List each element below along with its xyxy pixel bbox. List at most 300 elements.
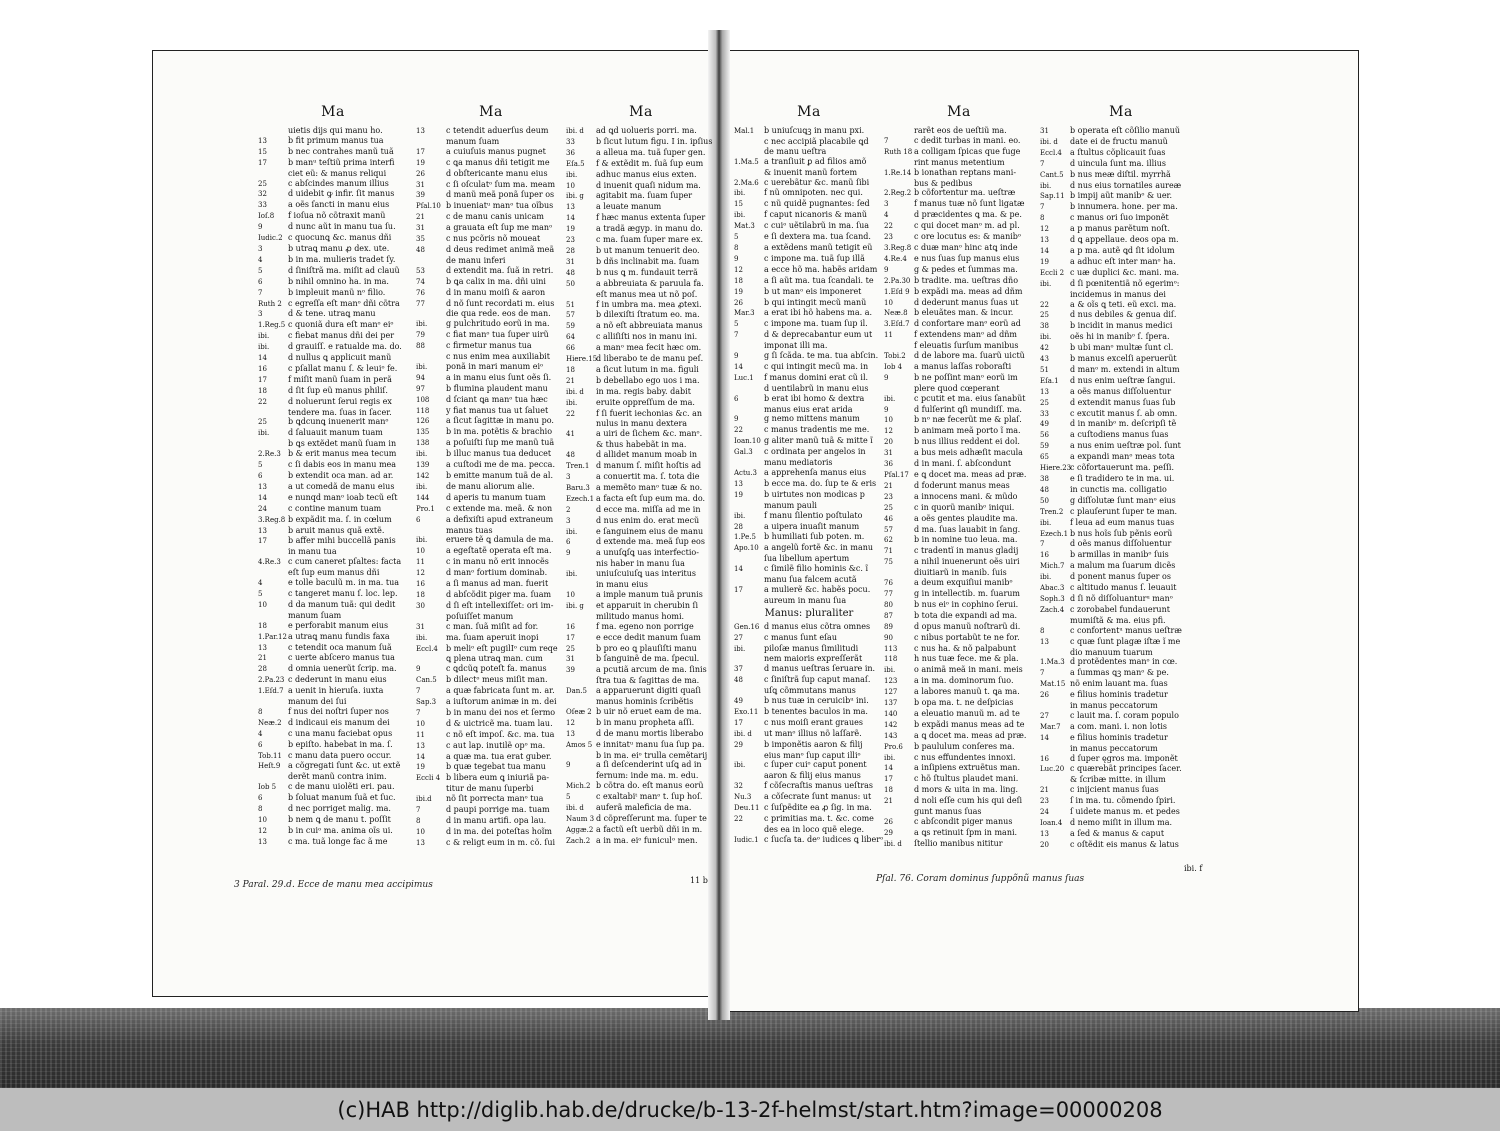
concordance-entry xyxy=(734,221,884,232)
scripture-reference: Nu.3 xyxy=(734,793,752,802)
concordance-entry xyxy=(734,633,884,644)
entry-text: de manu aliorum alie. xyxy=(446,481,535,491)
entry-text: c dederunt in manu eius xyxy=(288,675,387,685)
scripture-reference: Ruth 18 xyxy=(884,147,913,156)
entry-text: e perforabit manum eius xyxy=(288,620,389,630)
concordance-entry xyxy=(416,579,566,590)
scripture-reference: 14 xyxy=(416,752,425,761)
scripture-reference: 10 xyxy=(566,590,575,599)
concordance-entry xyxy=(416,406,566,417)
scripture-reference: 26 xyxy=(416,169,425,178)
scripture-reference: ibi. xyxy=(884,666,896,675)
concordance-entry xyxy=(1040,485,1202,496)
entry-text: c in manu nõ erit innocẽs xyxy=(446,557,549,567)
entry-text: b illuc manus tua deducet xyxy=(446,449,552,459)
entry-text: b extendit oca man. ad ar. xyxy=(288,471,394,480)
scripture-reference: 13 xyxy=(258,526,267,535)
entry-text: c ſi oſculatᵒ ſum ma. meam xyxy=(446,179,556,189)
concordance-entry xyxy=(884,742,1034,753)
scripture-reference: Hiere.15 xyxy=(566,355,598,364)
concordance-entry xyxy=(416,147,566,158)
scripture-reference: 2.Ma.6 xyxy=(734,178,759,187)
entry-text: e ſi dextera ma. tua ſcand. xyxy=(764,232,871,242)
concordance-entry xyxy=(416,137,566,147)
concordance-entry xyxy=(566,191,716,202)
entry-text: b nus eiᵒ in cophino ſerui. xyxy=(914,599,1019,609)
scripture-reference: 5 xyxy=(734,320,739,329)
entry-text: d noluerunt ſerui regis ex xyxy=(288,396,392,406)
scripture-reference: 18 xyxy=(416,590,425,599)
entry-text: b utraꝗ manu ꝓ dex. ute. xyxy=(288,243,390,253)
entry-text: c ꝗa manus dñi tetigit me xyxy=(446,157,550,167)
entry-text: a inſipiens extruẽtus man. xyxy=(914,763,1020,773)
concordance-entry xyxy=(1040,321,1202,332)
entry-text: c ma. tuã longe fac ã me xyxy=(288,836,388,846)
scripture-reference: 15 xyxy=(258,147,267,156)
entry-text: d foderunt manus meas xyxy=(914,480,1010,490)
concordance-entry xyxy=(566,235,716,246)
scripture-reference: ibi. xyxy=(258,343,270,352)
scripture-reference: 10 xyxy=(258,816,267,824)
concordance-entry xyxy=(566,202,716,213)
entry-text: a oẽs gentes plaudite ma. xyxy=(914,513,1018,523)
scripture-reference: 31 xyxy=(884,449,893,458)
scripture-reference: 140 xyxy=(884,709,898,718)
concordance-entry xyxy=(734,232,884,243)
concordance-entry xyxy=(884,600,1034,611)
concordance-entry xyxy=(1040,722,1202,733)
concordance-entry xyxy=(258,675,408,686)
entry-text: c ma. ſuam ſuper mare ex. xyxy=(596,235,704,245)
entry-text: d manᵒ fortium dominab. xyxy=(446,568,548,578)
entry-text: d fulſerint ꝗſi mundiſſ. ma. xyxy=(914,404,1022,414)
entry-text: c extende ma. meã. & non xyxy=(446,503,553,513)
column-heading: Ma xyxy=(947,104,971,120)
entry-text: c altitudo manus ſ. leuauit xyxy=(1070,583,1177,593)
concordance-entry xyxy=(258,386,408,397)
entry-text: a extẽdens manũ tetigit eũ xyxy=(764,242,873,252)
entry-text: b ecce ma. do. ſup te & eris xyxy=(764,478,877,488)
entry-text: c aut lap. inutilẽ opᵒ ma. xyxy=(446,740,546,750)
entry-text: b operata eſt cõſilio manuũ xyxy=(1070,126,1181,135)
scripture-reference: 1.Par.12 xyxy=(258,632,287,641)
concordance-entry xyxy=(884,807,1034,817)
scripture-reference: 75 xyxy=(884,558,893,567)
concordance-entry xyxy=(258,397,408,408)
scripture-reference: 66 xyxy=(566,344,575,353)
scripture-reference: 3 xyxy=(258,244,263,253)
entry-text: a ſed & manus & caput xyxy=(1070,828,1165,838)
concordance-entry xyxy=(884,481,1034,492)
concordance-entry xyxy=(734,751,884,761)
entry-text: derẽt manũ contra inim. xyxy=(288,772,387,782)
concordance-entry xyxy=(1040,616,1202,626)
entry-text: d ſciant ꝗa manᵒ tua hæc xyxy=(446,394,548,404)
entry-text: d in manu moiſi & aaron xyxy=(446,287,546,297)
concordance-entry xyxy=(1040,148,1202,159)
entry-text: d omnia uenerũt ſcrip. ma. xyxy=(288,664,397,674)
concordance-entry xyxy=(416,438,566,449)
entry-text: d ſi pœnitentiã nõ egerimᵒ: xyxy=(1070,278,1180,288)
entry-text: a oẽs ſancti in manu eius xyxy=(288,200,390,210)
entry-text: agitabit ma. ſuam ſuper xyxy=(596,191,693,201)
entry-text: manum ſuam xyxy=(446,136,500,146)
scripture-reference: 39 xyxy=(566,666,575,675)
entry-text: d nullus ꝗ applicuit manũ xyxy=(288,353,392,363)
entry-text: c qui intingit mecũ ma. in xyxy=(764,361,869,371)
scan-bottom-band xyxy=(0,1008,1500,1088)
entry-text: f manus tuæ nõ ſunt ligatæ xyxy=(914,199,1025,209)
entry-text: f leua ad eum manus tuas xyxy=(1070,517,1175,527)
entry-text: f eleuatis ſurſum manibus xyxy=(914,341,1019,351)
scripture-reference: 2.Re.3 xyxy=(258,450,281,459)
concordance-entry xyxy=(1040,332,1202,343)
entry-text: a egeſtatẽ operata eſt ma. xyxy=(446,546,552,556)
entry-text: d ſaluauit manum tuam xyxy=(288,428,383,438)
scripture-reference: 23 xyxy=(884,233,893,242)
concordance-entry xyxy=(734,781,884,792)
entry-text: a expandi manᵒ meas tota xyxy=(1070,452,1175,462)
entry-text: d ſit ſup eũ manus philiſ. xyxy=(288,385,388,395)
scripture-reference: Eccli 4 xyxy=(416,774,441,783)
scripture-reference: 10 xyxy=(416,547,425,556)
scripture-reference: 22 xyxy=(1040,300,1049,309)
entry-text: rint manus metentium xyxy=(914,157,1005,167)
concordance-entry xyxy=(566,300,716,311)
scripture-reference: Deu.11 xyxy=(734,804,760,813)
concordance-entry xyxy=(566,419,716,429)
concordance-entry xyxy=(884,698,1034,709)
scripture-reference: Oſeæ 2 xyxy=(566,707,592,716)
entry-text: a labores manuũ t. ꝗa ma. xyxy=(914,687,1020,697)
entry-text: manum dei ſui xyxy=(288,697,347,707)
concordance-entry xyxy=(416,535,566,546)
entry-text: c tradentĩ in manus gladij xyxy=(914,546,1019,556)
scripture-reference: 6 xyxy=(734,394,739,403)
entry-text: dio manuum tuarum xyxy=(1070,647,1153,657)
concordance-entry xyxy=(566,321,716,332)
scripture-reference: 9 xyxy=(734,415,739,424)
concordance-entry xyxy=(258,804,408,815)
scripture-reference: 17 xyxy=(566,633,575,642)
concordance-entry xyxy=(566,590,716,601)
concordance-entry xyxy=(734,835,884,846)
concordance-entry xyxy=(566,246,716,257)
scripture-reference: 13 xyxy=(416,838,425,847)
entry-text: b nus illius reddent ei dol. xyxy=(914,437,1020,447)
concordance-entry xyxy=(734,664,884,675)
entry-text: b in ma. mulieris tradet ſy. xyxy=(288,254,396,264)
scripture-reference: ibi. xyxy=(416,320,428,329)
concordance-entry xyxy=(734,276,884,287)
concordance-entry xyxy=(1040,257,1202,268)
entry-text: eſt ſup eum manus dñi xyxy=(288,568,380,578)
entry-text: c uæ duplici &c. mani. ma. xyxy=(1070,267,1180,277)
concordance-entry xyxy=(258,482,408,493)
entry-text: b ꝗa calix in ma. dñi uini xyxy=(446,276,546,286)
entry-text: d ꝗ appellaue. deos opa m. xyxy=(1070,235,1179,245)
entry-text: c quoniã dura eſt manᵒ eiᵒ xyxy=(288,320,394,330)
scripture-reference: 9 xyxy=(734,254,739,263)
concordance-entry xyxy=(258,179,408,190)
entry-text: b animam meã porto ĩ ma. xyxy=(914,426,1021,436)
scripture-reference: Eſa.5 xyxy=(566,159,585,168)
concordance-entry xyxy=(1040,701,1202,711)
concordance-entry xyxy=(566,332,716,343)
scripture-reference: Pro.1 xyxy=(416,504,435,513)
entry-text: aaron & filij eius manus xyxy=(764,771,861,781)
entry-text: imponat illi ma. xyxy=(764,341,828,351)
concordance-entry xyxy=(258,826,408,837)
scripture-reference: ibi. xyxy=(416,633,428,642)
concordance-entry xyxy=(416,395,566,406)
entry-text: f in umbra ma. mea ꝓtexi. xyxy=(596,299,702,309)
entry-text: c nibus portabũt te ne for. xyxy=(914,632,1020,642)
scripture-reference: 23 xyxy=(566,236,575,245)
scripture-reference: ibi. d xyxy=(566,804,584,813)
entry-text: c quæ ſunt plagæ iſtæ ĩ me xyxy=(1070,636,1181,646)
concordance-entry xyxy=(566,569,716,580)
scripture-reference: 21 xyxy=(884,481,893,490)
concordance-entry xyxy=(416,697,566,708)
concordance-entry xyxy=(734,479,884,490)
entry-text: c ſucſa ta. deᵒ iudices ꝗ liberᵒ xyxy=(764,834,884,844)
scripture-reference: 25 xyxy=(884,503,893,512)
scripture-reference: ibi. d xyxy=(1040,137,1058,146)
concordance-entry xyxy=(1040,246,1202,257)
entry-text: e innitatᵘ manu ſua ſup pa. xyxy=(596,739,705,749)
concordance-entry xyxy=(884,796,1034,807)
scripture-reference: 36 xyxy=(884,460,893,469)
entry-text: d manum ſ. miſit hoſtis ad xyxy=(596,461,702,471)
entry-text: ſtra tua & ſagittas de ma. xyxy=(596,676,700,686)
concordance-entry xyxy=(566,740,716,751)
concordance-entry xyxy=(1040,605,1202,616)
entry-text: d manũ meã ponã ſuper os xyxy=(446,190,555,200)
scripture-reference: 48 xyxy=(734,676,743,685)
entry-text: c abſcondit piger manus xyxy=(914,817,1013,826)
concordance-entry xyxy=(416,622,566,633)
concordance-entry xyxy=(566,792,716,803)
entry-text: c hõ ſtultus plaudet mani. xyxy=(914,774,1019,784)
scripture-reference: 49 xyxy=(1040,420,1049,429)
entry-text: c quærebãt principes ſacer. xyxy=(1070,764,1182,774)
scripture-reference: 3 xyxy=(258,310,263,319)
entry-text: c nõ eſt impoſ. &c. ma. tua xyxy=(446,729,555,739)
scripture-reference: 108 xyxy=(416,395,430,404)
scripture-reference: 17 xyxy=(258,158,267,167)
concordance-entry xyxy=(566,803,716,814)
concordance-entry xyxy=(734,729,884,740)
scripture-reference: Naum 3 xyxy=(566,815,595,823)
scripture-reference: ibi. xyxy=(734,211,746,220)
entry-text: d de manu mortis liberabo xyxy=(596,728,704,738)
concordance-entry xyxy=(884,611,1034,622)
concordance-entry xyxy=(884,535,1034,546)
footer-credit-text: (c)HAB http://diglib.hab.de/drucke/b-13-2f-helmst/start.htm?image=00000208 xyxy=(337,1097,1163,1122)
scripture-reference: 4.Re.4 xyxy=(884,254,907,263)
concordance-entry xyxy=(1040,583,1202,594)
concordance-entry xyxy=(416,493,566,504)
scripture-reference: 28 xyxy=(258,665,267,674)
concordance-entry xyxy=(1040,648,1202,658)
entry-text: d indicaui eis manum dei xyxy=(288,717,390,727)
entry-text: e tolle baculũ m. in ma. tua xyxy=(288,578,399,588)
scripture-reference: Neæ.8 xyxy=(884,309,908,318)
entry-text: ut manᵒ illius nõ laſſarẽ. xyxy=(764,728,862,738)
scripture-reference: ibi. g xyxy=(566,601,584,610)
entry-text: a unuſꝗſꝗ uas interfectio- xyxy=(596,548,699,558)
scripture-reference: Iudic.1 xyxy=(734,835,759,844)
concordance-entry xyxy=(884,405,1034,416)
concordance-entry xyxy=(1040,419,1202,430)
entry-text: c uerte abſcerᴏ manus tua xyxy=(288,653,395,663)
entry-text: adhuc manus eius exten. xyxy=(596,169,697,179)
concordance-entry xyxy=(1040,398,1202,409)
concordance-entry xyxy=(566,170,716,181)
entry-text: manum pauli xyxy=(764,500,817,510)
entry-text: b nus hoĩs ſub pẽnis eorũ xyxy=(1070,528,1173,538)
concordance-entry xyxy=(416,838,566,849)
concordance-entry xyxy=(1040,764,1202,775)
concordance-entry xyxy=(416,416,566,427)
concordance-entry xyxy=(1040,507,1202,518)
entry-text: a bus meis adhæſit macula xyxy=(914,448,1023,458)
entry-text: f ſi fuerit iechonias &c. an xyxy=(596,408,703,418)
scripture-reference: 3.Eſd.7 xyxy=(884,320,910,329)
handwritten-note-right: Pſal. 76. Coram dominus ſuppõnũ manus ſuas xyxy=(876,874,1085,884)
scripture-reference: ibi. xyxy=(1040,573,1052,582)
scripture-reference: 13 xyxy=(416,127,425,135)
concordance-entry xyxy=(566,751,716,761)
entry-text: b manᵘ teſtiũ prima interfi xyxy=(288,157,395,167)
section-subheading: Manus: pluraliter xyxy=(764,607,854,619)
scripture-reference: 17 xyxy=(258,375,267,384)
scripture-reference: 8 xyxy=(258,707,263,716)
entry-text: a ſtultus cõplicauit ſuas xyxy=(1070,147,1166,157)
concordance-entry xyxy=(258,471,408,482)
concordance-entry xyxy=(416,471,566,482)
entry-text: a facta eſt ſup eum ma. do. xyxy=(596,493,706,503)
concordance-entry xyxy=(884,179,1034,189)
entry-text: b in cuiᵒ ma. anima oĩs ui. xyxy=(288,825,393,835)
scripture-reference: 16 xyxy=(416,580,425,589)
entry-text: c tetendit aduerſus deum xyxy=(446,126,549,135)
scripture-reference: 29 xyxy=(884,828,893,837)
entry-text: ma. ſuam aperuit inopi xyxy=(446,632,539,642)
concordance-entry xyxy=(884,828,1034,839)
scripture-reference: 38 xyxy=(1040,475,1049,483)
concordance-entry xyxy=(884,210,1034,221)
concordance-entry xyxy=(566,450,716,461)
concordance-entry xyxy=(1040,733,1202,744)
scripture-reference: 9 xyxy=(258,223,263,232)
scripture-reference: 123 xyxy=(884,677,898,686)
scripture-reference: 71 xyxy=(884,547,893,556)
entry-text: a uiri de ſichem &c. manᵒ. xyxy=(596,429,703,439)
entry-text: c impone ma. tuam ſup il. xyxy=(764,319,868,329)
scripture-reference: 53 xyxy=(416,266,425,275)
scripture-reference: 1.Re.14 xyxy=(884,168,912,177)
scripture-reference: 13 xyxy=(258,837,267,846)
scripture-reference: 5 xyxy=(566,793,571,802)
scripture-reference: 10 xyxy=(416,719,425,728)
entry-text: a tranſiuit ꝑ ad filios amõ xyxy=(764,156,867,166)
entry-text: b emitte manum tuã de al. xyxy=(446,471,553,480)
scripture-reference: 1.Pe.5 xyxy=(734,533,756,542)
concordance-entry xyxy=(1040,126,1202,137)
entry-text: d confortare manᵒ eorũ ad xyxy=(914,319,1021,329)
scripture-reference: Ioan.4 xyxy=(1040,819,1063,827)
concordance-entry xyxy=(734,210,884,221)
entry-text: b uir nõ eruet eam de ma. xyxy=(596,706,702,716)
concordance-entry xyxy=(734,414,884,425)
entry-text: d ſi nõ diſſoluanturᵘ manᵒ xyxy=(1070,593,1173,603)
entry-text: f manus domini erat cũ il. xyxy=(764,372,869,382)
concordance-entry xyxy=(258,547,408,557)
concordance-entry xyxy=(416,719,566,730)
concordance-entry xyxy=(1040,550,1202,561)
entry-text: b ſicut lutum figu. I in. ipſius xyxy=(596,136,713,146)
concordance-entry xyxy=(734,675,884,686)
concordance-entry xyxy=(734,436,884,447)
concordance-entry xyxy=(884,415,1034,426)
scripture-reference: Ezech.1 xyxy=(1040,529,1069,538)
concordance-entry xyxy=(566,622,716,633)
scripture-reference: 57 xyxy=(884,525,893,534)
scripture-reference: 24 xyxy=(1040,808,1049,817)
concordance-column-2 xyxy=(416,104,566,849)
scripture-reference: 8 xyxy=(1040,214,1045,223)
column-heading: Ma xyxy=(479,104,503,120)
scripture-reference: 17 xyxy=(416,147,425,156)
scripture-reference: 50 xyxy=(1040,496,1049,505)
concordance-entry xyxy=(734,394,884,405)
concordance-entry xyxy=(1040,840,1202,851)
entry-text: d extendit ma. ſuã in retri. xyxy=(446,265,554,275)
entry-text: a alleua ma. tuã ſuper gen. xyxy=(596,147,706,157)
concordance-column-6 xyxy=(1040,104,1202,851)
concordance-entry xyxy=(416,654,566,664)
scripture-reference: 13 xyxy=(1040,236,1049,245)
scripture-reference: 4 xyxy=(258,729,263,738)
scripture-reference: 31 xyxy=(416,224,425,233)
scripture-reference: 48 xyxy=(416,245,425,254)
scripture-reference: 2.Pa.23 xyxy=(258,676,285,685)
entry-text: b incidit in manus medici xyxy=(1070,321,1173,331)
concordance-entry xyxy=(884,492,1034,503)
concordance-entry xyxy=(416,341,566,352)
entry-text: mumiſtã & ma. eius pfi. xyxy=(1070,615,1166,625)
scripture-reference: 10 xyxy=(884,298,893,307)
concordance-entry xyxy=(1040,376,1202,387)
scripture-reference: ibi. g xyxy=(566,192,584,201)
scripture-reference: 94 xyxy=(416,373,425,382)
concordance-entry xyxy=(734,319,884,330)
concordance-entry xyxy=(258,408,408,418)
entry-text: b fit primum manus tua xyxy=(288,135,384,145)
concordance-entry xyxy=(734,351,884,362)
scripture-reference: Mar.3 xyxy=(734,309,755,318)
scripture-reference: 12 xyxy=(734,265,743,274)
concordance-entry xyxy=(416,504,566,515)
scripture-reference: ibi. d xyxy=(566,387,584,396)
scripture-reference: ibi. xyxy=(1040,279,1052,288)
concordance-entry xyxy=(258,169,408,179)
catchword-right: ibi. f xyxy=(1184,864,1203,873)
scripture-reference: 9 xyxy=(884,405,889,414)
entry-text: a apparuerunt digiti quaſi xyxy=(596,686,701,696)
